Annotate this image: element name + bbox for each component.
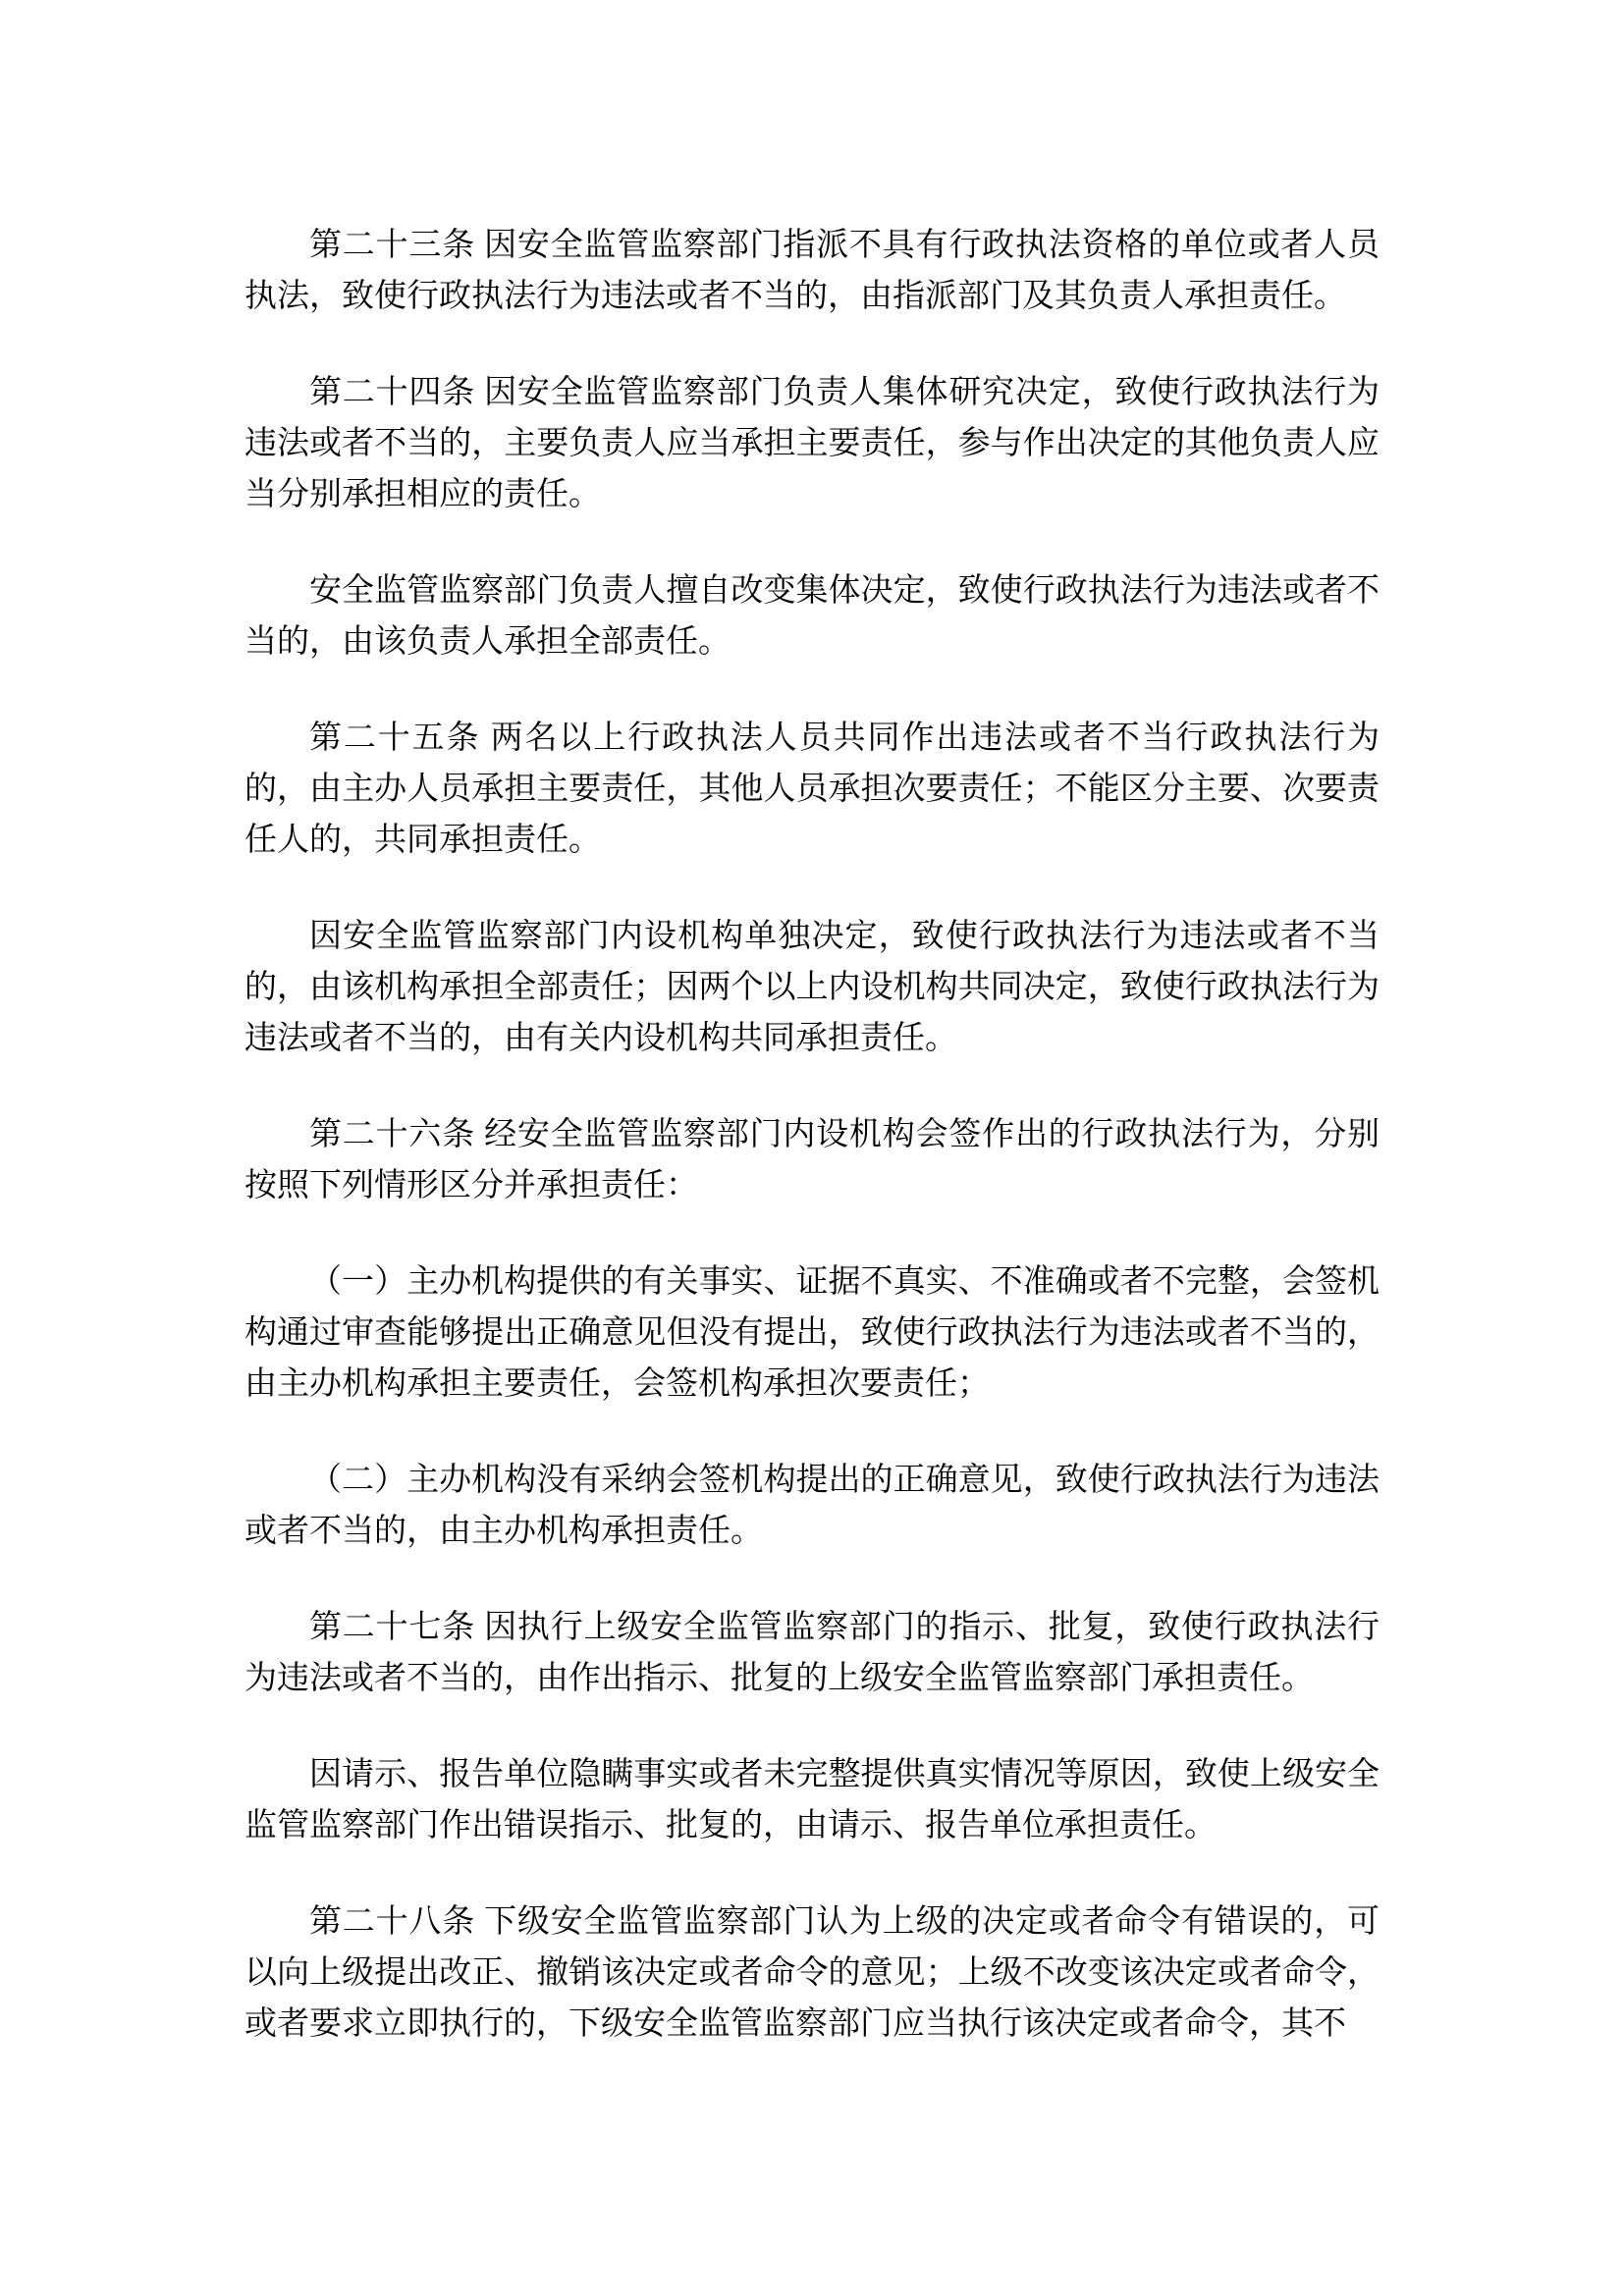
paragraph-article-24-clause-2: 安全监管监察部门负责人擅自改变集体决定，致使行政执法行为违法或者不当的，由该负责人承担全部责任。: [244, 573, 1380, 660]
paragraph-article-26: 第二十六条 经安全监管监察部门内设机构会签作出的行政执法行为，分别按照下列情形区分并承担责任：: [244, 1117, 1380, 1203]
paragraph-article-25: 第二十五条 两名以上行政执法人员共同作出违法或者不当行政执法行为的，由主办人员承担主要责任，其他人员承担次要责任；不能区分主要、次要责任人的，共同承担责任。: [244, 721, 1380, 858]
paragraph-article-23: 第二十三条 因安全监管监察部门指派不具有行政执法资格的单位或者人员执法，致使行政执法行为违法或者不当的，由指派部门及其负责人承担责任。: [244, 228, 1380, 314]
paragraph-article-26-item-1: （一）主办机构提供的有关事实、证据不真实、不准确或者不完整，会签机构通过审查能够提出正确意见但没有提出，致使行政执法行为违法或者不当的，由主办机构承担主要责任，会签机构承担次要责任；: [244, 1264, 1380, 1402]
paragraph-article-28: 第二十八条 下级安全监管监察部门认为上级的决定或者命令有错误的，可以向上级提出改正、撤销该决定或者命令的意见；上级不改变该决定或者命令，或者要求立即执行的，下级安全监管监察部门应当执行该决定或者命令，其不: [244, 1904, 1380, 2042]
paragraph-article-27: 第二十七条 因执行上级安全监管监察部门的指示、批复，致使行政执法行为违法或者不当的，由作出指示、批复的上级安全监管监察部门承担责任。: [244, 1610, 1380, 1696]
document-page: [244, 0, 1380, 2050]
paragraph-article-27-clause-2: 因请示、报告单位隐瞒事实或者未完整提供真实情况等原因，致使上级安全监管监察部门作出错误指示、批复的，由请示、报告单位承担责任。: [244, 1757, 1380, 1843]
paragraph-article-26-item-2: （二）主办机构没有采纳会签机构提出的正确意见，致使行政执法行为违法或者不当的，由主办机构承担责任。: [244, 1463, 1380, 1549]
paragraph-article-25-clause-2: 因安全监管监察部门内设机构单独决定，致使行政执法行为违法或者不当的，由该机构承担全部责任；因两个以上内设机构共同决定，致使行政执法行为违法或者不当的，由有关内设机构共同承担责任。: [244, 919, 1380, 1056]
paragraph-article-24: 第二十四条 因安全监管监察部门负责人集体研究决定，致使行政执法行为违法或者不当的，主要负责人应当承担主要责任，参与作出决定的其他负责人应当分别承担相应的责任。: [244, 375, 1380, 512]
